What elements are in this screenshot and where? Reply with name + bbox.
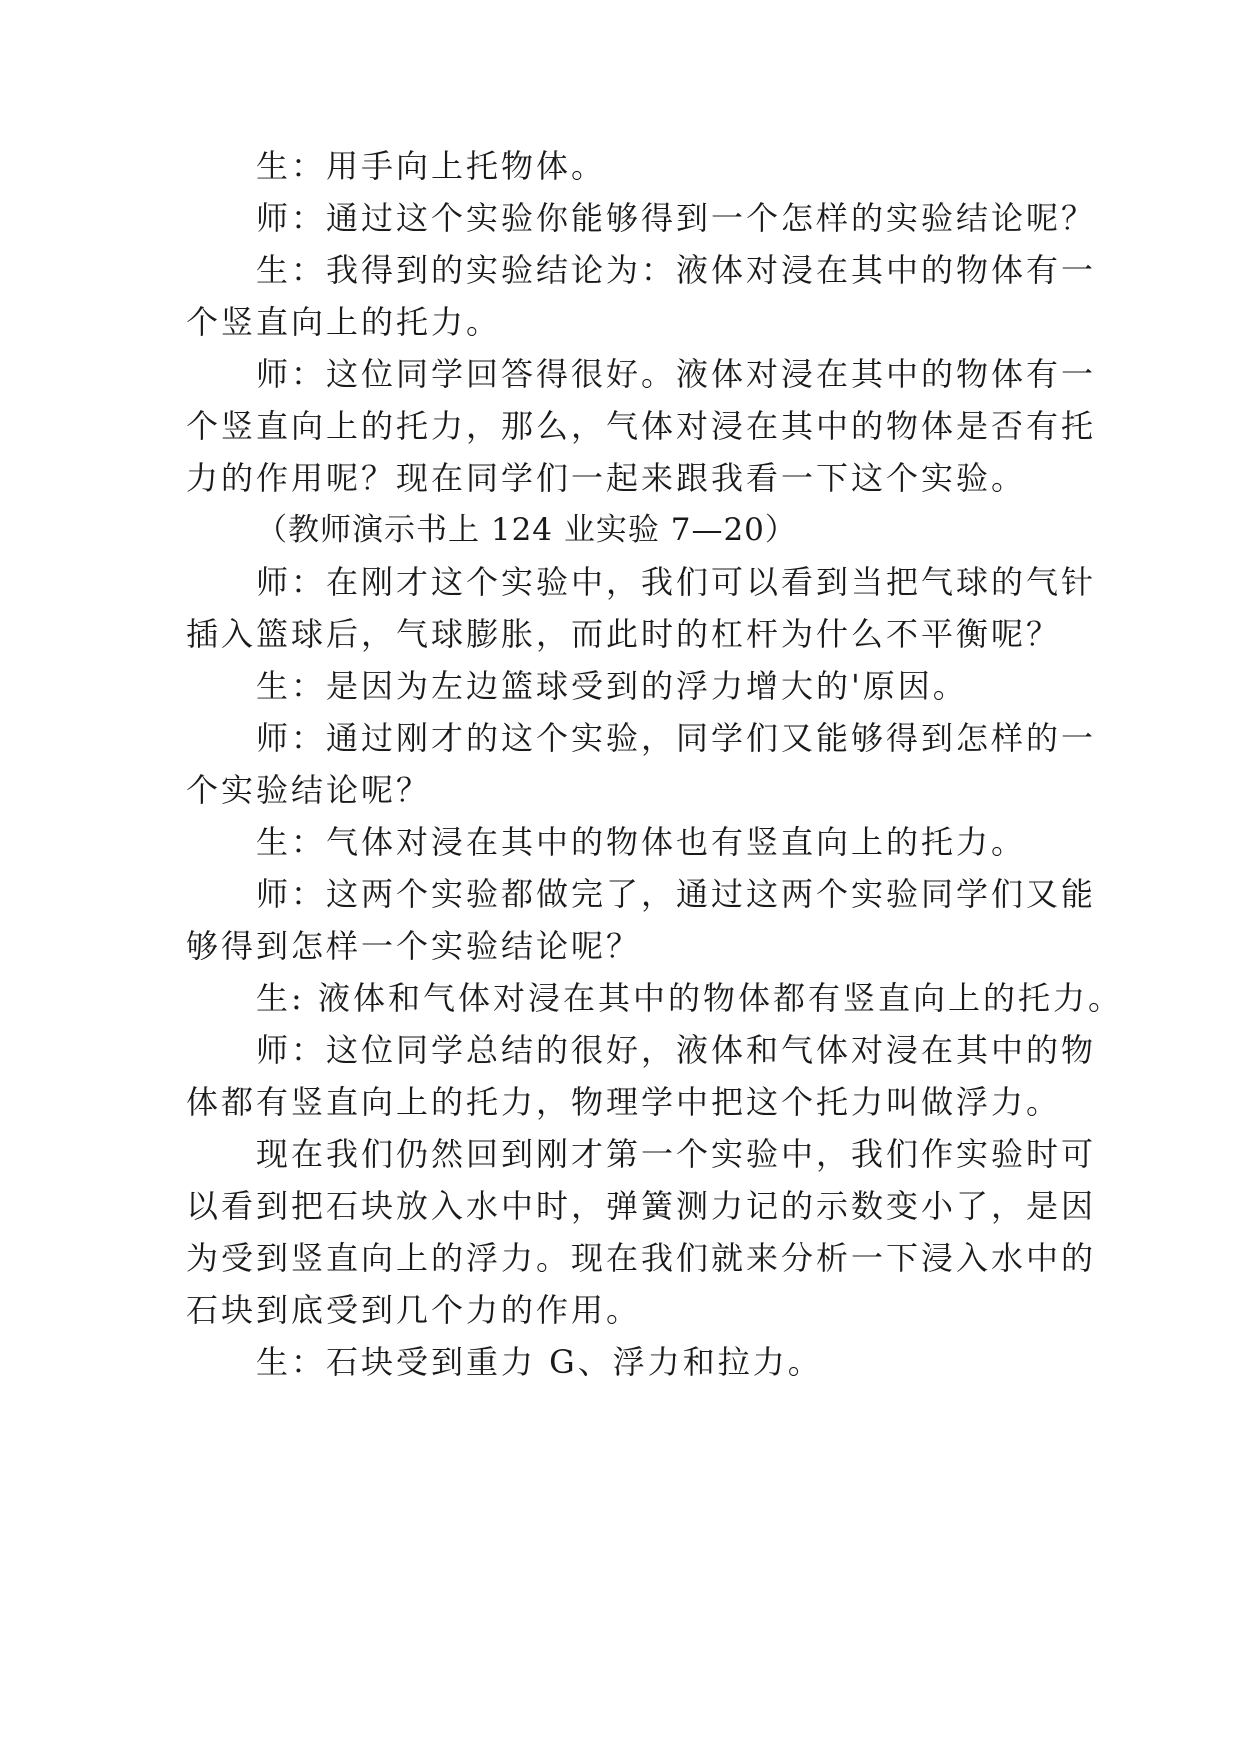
dialogue-line: 师：这位同学回答得很好。液体对浸在其中的物体有一: [256, 355, 1097, 393]
dialogue-line-continued: 够得到怎样一个实验结论呢？: [186, 927, 642, 965]
dialogue-line-continued: 个竖直向上的托力。: [186, 303, 502, 341]
dialogue-line-continued: 体都有竖直向上的托力，物理学中把这个托力叫做浮力。: [186, 1083, 1062, 1121]
dialogue-line: 生：用手向上托物体。: [256, 147, 607, 185]
dialogue-line-continued: 插入篮球后，气球膨胀，而此时的杠杆为什么不平衡呢？: [186, 615, 1062, 653]
dialogue-line: 师：通过这个实验你能够得到一个怎样的实验结论呢？: [256, 199, 1097, 237]
dialogue-line-continued: 个竖直向上的托力，那么，气体对浸在其中的物体是否有托: [186, 407, 1097, 445]
stage-direction: （教师演示书上 124 业实验 7—20）: [256, 512, 797, 548]
paragraph-line: 现在我们仍然回到刚才第一个实验中，我们作实验时可: [256, 1135, 1097, 1173]
dialogue-line: 生: 液体和气体对浸在其中的物体都有竖直向上的托力。: [256, 979, 1123, 1017]
paragraph-line-continued: 为受到竖直向上的浮力。现在我们就来分析一下浸入水中的: [186, 1239, 1097, 1277]
dialogue-line: 师：这位同学总结的很好，液体和气体对浸在其中的物: [256, 1031, 1097, 1069]
dialogue-line-continued: 力的作用呢？现在同学们一起来跟我看一下这个实验。: [186, 459, 1027, 497]
dialogue-line-continued: 个实验结论呢？: [186, 771, 432, 809]
dialogue-line: 师：在刚才这个实验中，我们可以看到当把气球的气针: [256, 563, 1097, 601]
dialogue-line: 生：石块受到重力 G、浮力和拉力。: [256, 1343, 823, 1381]
dialogue-line: 生：我得到的实验结论为：液体对浸在其中的物体有一: [256, 251, 1097, 289]
dialogue-line: 师：这两个实验都做完了，通过这两个实验同学们又能: [256, 875, 1097, 913]
paragraph-line-continued: 石块到底受到几个力的作用。: [186, 1291, 642, 1329]
dialogue-line: 师：通过刚才的这个实验，同学们又能够得到怎样的一: [256, 719, 1097, 757]
paragraph-line-continued: 以看到把石块放入水中时，弹簧测力记的示数变小了，是因: [186, 1187, 1097, 1225]
dialogue-line: 生：是因为左边篮球受到的浮力增大的'原因。: [256, 667, 968, 705]
dialogue-line: 生：气体对浸在其中的物体也有竖直向上的托力。: [256, 823, 1027, 861]
